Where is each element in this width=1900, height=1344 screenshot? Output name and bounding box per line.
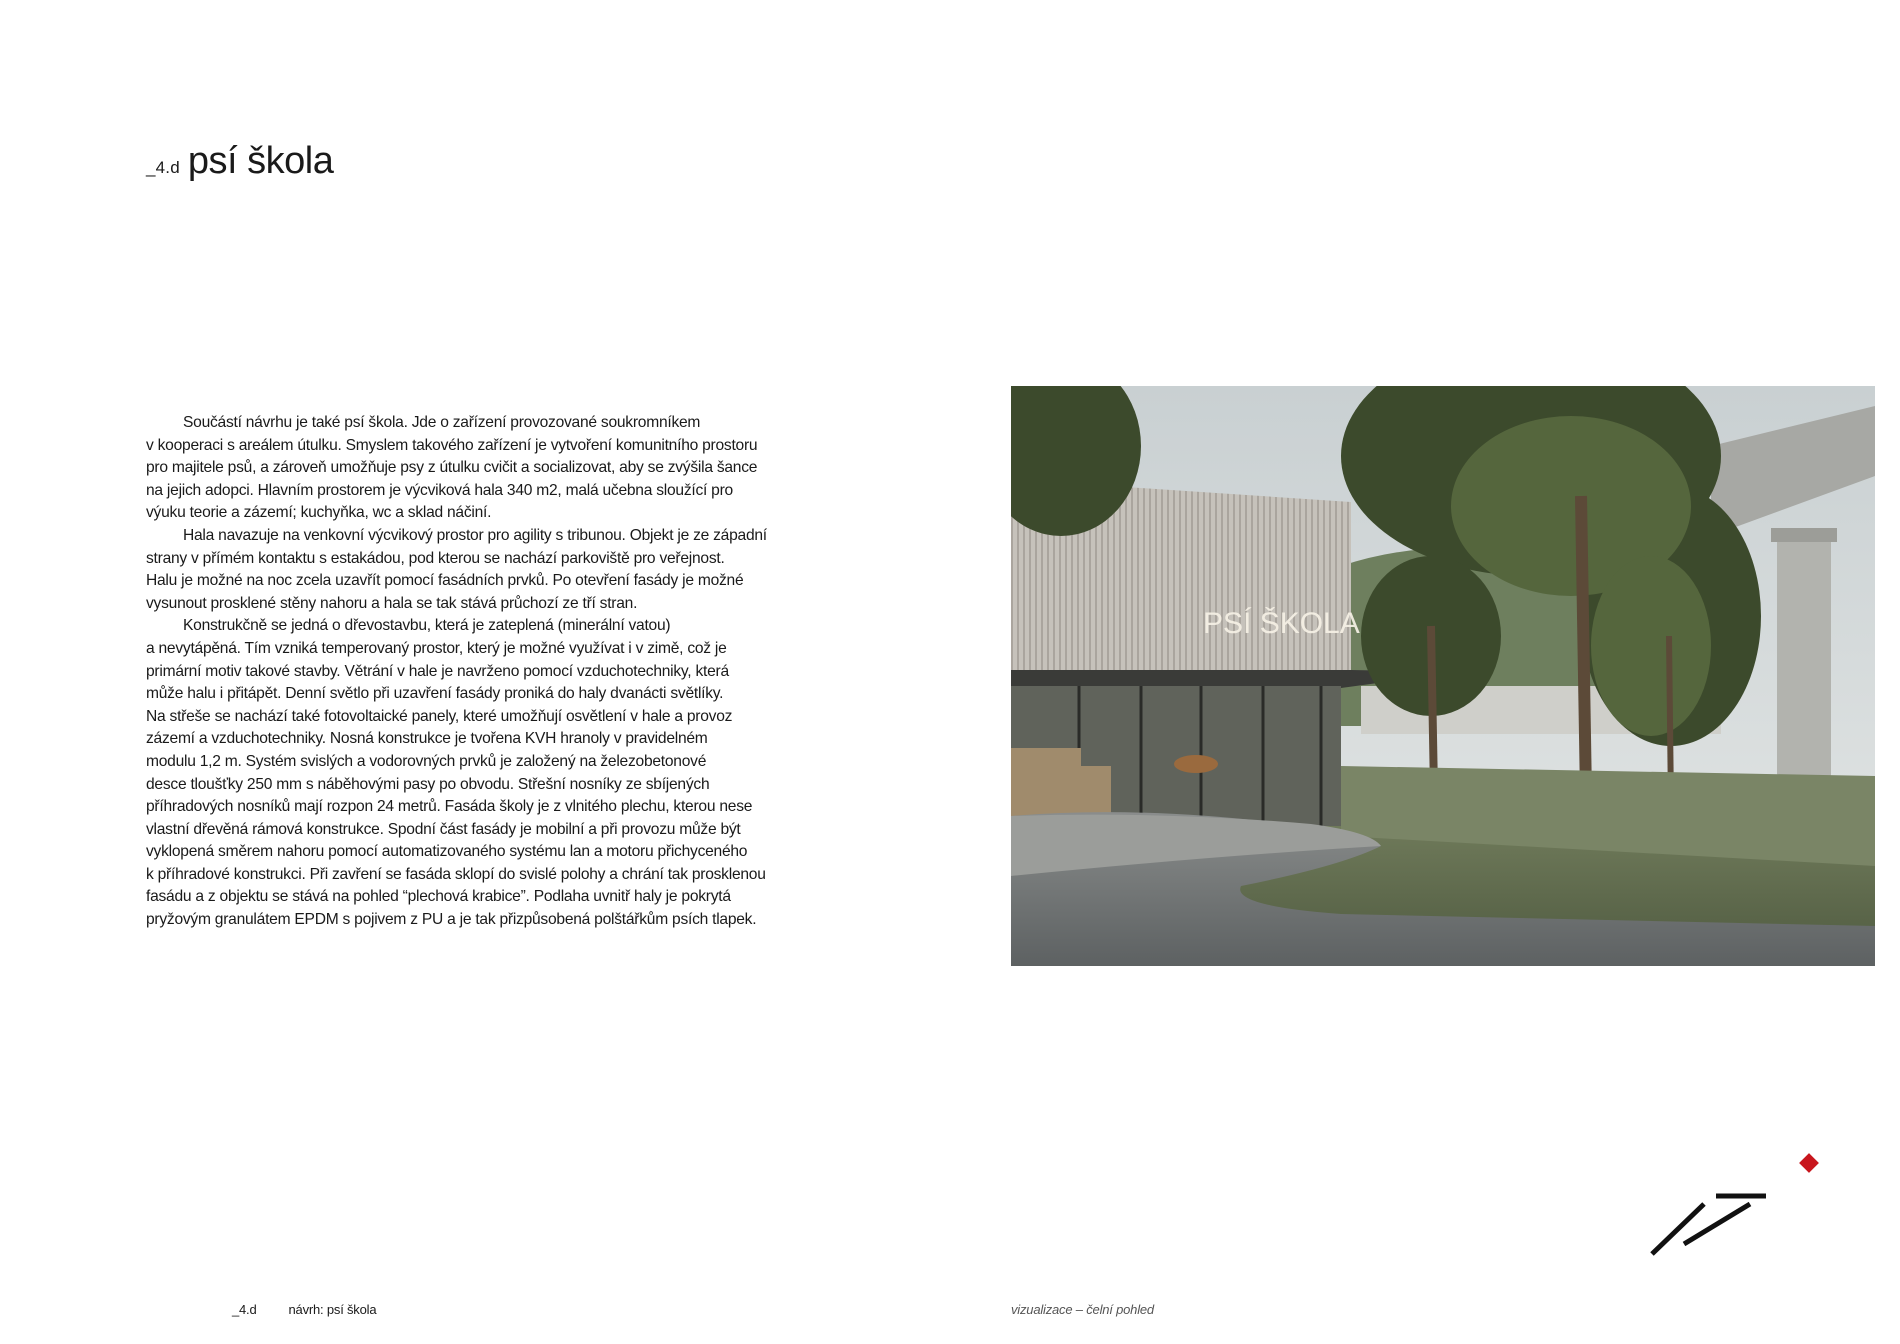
paragraph: Hala navazuje na venkovní výcvikový prostor pro agility s tribunou. Objekt je ze západní strany v přímém kontaktu s estakádou, pod kterou se nachází parkoviště pro veřejnost. Halu je možné na noc zcela uzavřít pomocí fasádních prvků. Po otevření fasády je možné vysunout prosklené stěny nahoru a hala se tak stává průchozí ze tří stran. [146, 526, 767, 612]
sign-text: PSÍ ŠKOLA [1203, 607, 1360, 640]
section-heading [146, 140, 333, 183]
page-footer [232, 1302, 376, 1317]
page-title: psí škola [187, 140, 334, 182]
logo-mark [1640, 1148, 1820, 1258]
footer-label: návrh: psí škola [288, 1302, 377, 1317]
body-text [146, 412, 806, 932]
footer-section-number: _4.d [232, 1302, 257, 1317]
section-number: _4.d [146, 158, 180, 177]
paragraph: Konstrukčně se jedná o dřevostavbu, která je zateplená (minerální vatou) a nevytápěná. Tím vzniká temperovaný prostor, který je možné využívat i v zimě, což je primární motiv takové stavby. Větrání v hale je navrženo pomocí vzduchotechniky, která může halu i přitápět. Denní světlo při uzavření fasády proniká do haly dvanácti světlíky. Na střeše se nachází také fotovoltaické panely, které umožňují osvětlení v hale a provoz zázemí a vzduchotechniky. Nosná konstrukce je tvořena KVH hranoly v pravidelném modulu 1,2 m. Systém svislých a vodorovných prvků je založený na železobetonové desce tloušťky 250 mm s náběhovými pasy po obvodu. Střešní nosníky ze sbíjených příhradových nosníků mají rozpon 24 metrů. Fasáda školy je z vlnitého plechu, kterou nese vlastní dřevěná rámová konstrukce. Spodní část fasády je mobilní a při provozu může být vyklopená směrem nahoru pomocí automatizovaného systému lan a motoru přichyceného k příhradové konstrukci. Při zavření se fasáda sklopí do svislé polohy a chrání tak prosklenou fasádu a z objektu se stává na pohled “plechová krabice”. Podlaha uvnitř haly je pokrytá pryžovým granulátem EPDM s pojivem z PU a je tak přizpůsobená polštářkům psích tlapek. [146, 617, 766, 929]
paragraph: Součástí návrhu je také psí škola. Jde o zařízení provozované soukromníkem v kooperaci s areálem útulku. Smyslem takového zařízení je vytvoření komunitního prostoru pro majitele psů, a zároveň umožňuje psy z útulku cvičit a socializovat, aby se zvýšila šance na jejich adopci. Hlavním prostorem je výcviková hala 340 m2, malá učebna sloužící pro výuku teorie a zázemí; kuchyňka, wc a sklad náčiní. [146, 414, 758, 522]
image-caption: vizualizace – čelní pohled [1011, 1302, 1154, 1317]
visualization-image [1011, 386, 1875, 966]
